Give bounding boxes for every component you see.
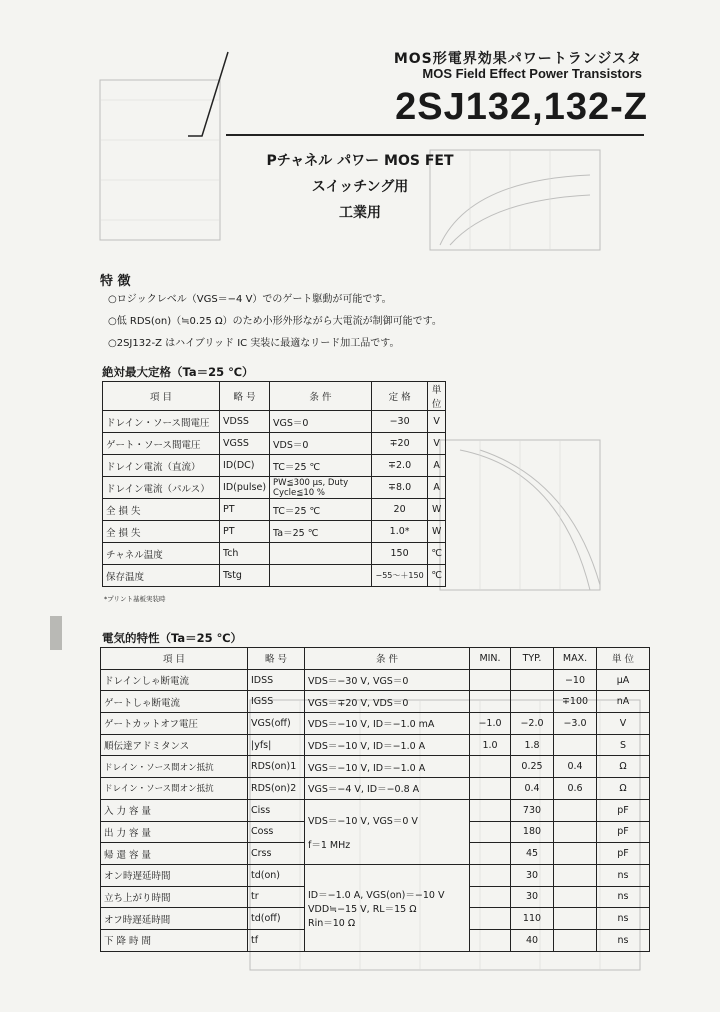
- cell: ns: [597, 908, 650, 930]
- cell: pF: [597, 843, 650, 865]
- table-row: [103, 433, 446, 455]
- cell: 入 力 容 量: [101, 799, 248, 821]
- table-header-row: [103, 382, 446, 411]
- cell: [554, 929, 597, 951]
- header-cell: 項 目: [103, 382, 220, 411]
- cell: 出 力 容 量: [101, 821, 248, 843]
- cell: 保存温度: [103, 565, 220, 587]
- feature-item: ○2SJ132-Z はハイブリッド IC 実装に最適なリード加工品です。: [108, 338, 400, 349]
- cell: ns: [597, 886, 650, 908]
- cell: TC＝25 ℃: [270, 499, 372, 521]
- cell: 730: [511, 799, 554, 821]
- cell: PT: [220, 521, 270, 543]
- cell: [511, 691, 554, 713]
- header-cell: 条 件: [305, 648, 470, 670]
- cell: 全 損 失: [103, 521, 220, 543]
- cell: 0.25: [511, 756, 554, 778]
- cell: W: [428, 521, 446, 543]
- table-row: [101, 756, 650, 778]
- cell: 1.0: [470, 734, 511, 756]
- cell: VDS＝−10 V, ID＝−1.0 A: [305, 734, 470, 756]
- cell: Ta＝25 ℃: [270, 521, 372, 543]
- table-row: [101, 864, 650, 886]
- cell: Ω: [597, 778, 650, 800]
- cell: 順伝達アドミタンス: [101, 734, 248, 756]
- elec-table: [100, 647, 650, 952]
- cell: −2.0: [511, 713, 554, 735]
- subtitle-line1: Pチャネル パワー MOS FET: [266, 153, 454, 169]
- table-row: [101, 778, 650, 800]
- table-row: [101, 669, 650, 691]
- cell: [554, 843, 597, 865]
- cell: VDSS: [220, 411, 270, 433]
- cell: −30: [371, 411, 427, 433]
- cell: 1.0*: [371, 521, 427, 543]
- cell: ドレイン電流（直流）: [103, 455, 220, 477]
- cell: VDS＝−10 V, ID＝−1.0 mA: [305, 713, 470, 735]
- condition-line: ID＝−1.0 A, VGS(on)＝−10 V: [308, 889, 445, 901]
- cell: [554, 886, 597, 908]
- header-slant-line: [188, 50, 232, 140]
- cell: W: [428, 499, 446, 521]
- table-row: [103, 543, 446, 565]
- cell: 1.8: [511, 734, 554, 756]
- condition-line: VDD≒−15 V, RL＝15 Ω: [308, 903, 417, 915]
- cell: Crss: [248, 843, 305, 865]
- cell: td(on): [248, 864, 305, 886]
- cell: ID(pulse): [220, 477, 270, 499]
- cell: A: [428, 477, 446, 499]
- table-row: [101, 734, 650, 756]
- cell: VGS＝0: [270, 411, 372, 433]
- cell: [470, 821, 511, 843]
- cell: [470, 886, 511, 908]
- cell: Coss: [248, 821, 305, 843]
- cell: tf: [248, 929, 305, 951]
- cell: −1.0: [470, 713, 511, 735]
- cell: [511, 669, 554, 691]
- header-cell: 条 件: [270, 382, 372, 411]
- table-row: [101, 691, 650, 713]
- feature-item: ○低 RDS(on)（≒0.25 Ω）のため小形外形ながら大電流が制御可能です。: [108, 316, 442, 327]
- cell: ゲート・ソース間電圧: [103, 433, 220, 455]
- cell: VGS(off): [248, 713, 305, 735]
- cell: VDS＝−30 V, VGS＝0: [305, 669, 470, 691]
- cell: 150: [371, 543, 427, 565]
- cell: [470, 929, 511, 951]
- cell: [554, 864, 597, 886]
- features-title: 特 徴: [100, 274, 131, 289]
- subtitle-line2: スイッチング用: [311, 179, 409, 195]
- cell: 30: [511, 864, 554, 886]
- cell: −10: [554, 669, 597, 691]
- cell: ns: [597, 864, 650, 886]
- header-cell: 略 号: [220, 382, 270, 411]
- cell: [470, 669, 511, 691]
- cell: ∓100: [554, 691, 597, 713]
- cell: −3.0: [554, 713, 597, 735]
- header-cell: 定 格: [371, 382, 427, 411]
- cell: 45: [511, 843, 554, 865]
- cell: 30: [511, 886, 554, 908]
- elec-title: 電気的特性（Ta＝25 ℃）: [102, 631, 243, 645]
- cell: 20: [371, 499, 427, 521]
- feature-item: ○ロジックレベル（VGS＝−4 V）でのゲート駆動が可能です。: [108, 294, 392, 305]
- cell: [270, 565, 372, 587]
- cell: A: [428, 455, 446, 477]
- cell: VDS＝0: [270, 433, 372, 455]
- header-cell: 略 号: [248, 648, 305, 670]
- cell: ゲートしゃ断電流: [101, 691, 248, 713]
- abs-max-note: *プリント基板実装時: [104, 595, 166, 603]
- cell: [470, 864, 511, 886]
- cell: ドレイン・ソース間電圧: [103, 411, 220, 433]
- cell: Tstg: [220, 565, 270, 587]
- cell: ドレイン・ソース間オン抵抗: [101, 778, 248, 800]
- cell: ∓8.0: [371, 477, 427, 499]
- header-jp-title: MOS形電界効果パワートランジスタ: [393, 51, 642, 67]
- cell: [554, 908, 597, 930]
- cell: RDS(on)2: [248, 778, 305, 800]
- cell: −55〜＋150: [371, 565, 427, 587]
- cell: [554, 821, 597, 843]
- condition-line: f＝1 MHz: [308, 839, 351, 851]
- header-cell: 単位: [428, 382, 446, 411]
- cell: ℃: [428, 543, 446, 565]
- cell: [470, 756, 511, 778]
- cell: Tch: [220, 543, 270, 565]
- cell: 110: [511, 908, 554, 930]
- cell: [470, 778, 511, 800]
- table-row: [101, 799, 650, 821]
- cell: 下 降 時 間: [101, 929, 248, 951]
- header-cell: MIN.: [470, 648, 511, 670]
- cell: ドレイン電流（パルス）: [103, 477, 220, 499]
- header-cell: TYP.: [511, 648, 554, 670]
- header-cell: 項 目: [101, 648, 248, 670]
- cell: pF: [597, 821, 650, 843]
- cell: μA: [597, 669, 650, 691]
- cell: VGSS: [220, 433, 270, 455]
- header-cell: 単 位: [597, 648, 650, 670]
- cell: VGS＝∓20 V, VDS＝0: [305, 691, 470, 713]
- condition-line: Rin＝10 Ω: [308, 917, 356, 929]
- table-row: [103, 565, 446, 587]
- part-number: 2SJ132,132-Z: [395, 86, 648, 128]
- margin-tab: [50, 616, 62, 650]
- cell: ns: [597, 929, 650, 951]
- cell: ∓20: [371, 433, 427, 455]
- abs-max-table: [102, 381, 446, 587]
- cell: 0.6: [554, 778, 597, 800]
- header-en-title: MOS Field Effect Power Transistors: [422, 66, 642, 81]
- cell: 全 損 失: [103, 499, 220, 521]
- cell: PT: [220, 499, 270, 521]
- cell: ℃: [428, 565, 446, 587]
- cell: [270, 543, 372, 565]
- capacitance-conditions-cell: [305, 799, 470, 864]
- cell: pF: [597, 799, 650, 821]
- cell: ID(DC): [220, 455, 270, 477]
- cell: PW≦300 μs, Duty Cycle≦10 %: [270, 477, 372, 499]
- cell: nA: [597, 691, 650, 713]
- cell: tr: [248, 886, 305, 908]
- table-row: [103, 455, 446, 477]
- table-row: [103, 477, 446, 499]
- cell: RDS(on)1: [248, 756, 305, 778]
- cell: [470, 691, 511, 713]
- cell: VGS＝−4 V, ID＝−0.8 A: [305, 778, 470, 800]
- cell: Ω: [597, 756, 650, 778]
- cell: Ciss: [248, 799, 305, 821]
- cell: 40: [511, 929, 554, 951]
- cell: 帰 還 容 量: [101, 843, 248, 865]
- header-rule: [226, 134, 644, 136]
- cell: オフ時遅延時間: [101, 908, 248, 930]
- table-row: [103, 521, 446, 543]
- subtitle-line3: 工業用: [339, 205, 381, 221]
- cell: 180: [511, 821, 554, 843]
- cell: [470, 799, 511, 821]
- abs-max-title: 絶対最大定格（Ta＝25 ℃）: [102, 365, 254, 379]
- cell: [470, 908, 511, 930]
- cell: ∓2.0: [371, 455, 427, 477]
- cell: 立ち上がり時間: [101, 886, 248, 908]
- cell: V: [428, 433, 446, 455]
- cell: td(off): [248, 908, 305, 930]
- header-cell: MAX.: [554, 648, 597, 670]
- cell: V: [428, 411, 446, 433]
- cell: |yfs|: [248, 734, 305, 756]
- table-row: [103, 499, 446, 521]
- cell: [554, 799, 597, 821]
- cell: ドレイン・ソース間オン抵抗: [101, 756, 248, 778]
- cell: 0.4: [511, 778, 554, 800]
- table-row: [101, 713, 650, 735]
- switching-conditions-cell: [305, 864, 470, 951]
- condition-line: VDS＝−10 V, VGS＝0 V: [308, 815, 418, 827]
- cell: VGS＝−10 V, ID＝−1.0 A: [305, 756, 470, 778]
- cell: IDSS: [248, 669, 305, 691]
- table-row: [103, 411, 446, 433]
- cell: [470, 843, 511, 865]
- cell: ドレインしゃ断電流: [101, 669, 248, 691]
- cell: ゲートカットオフ電圧: [101, 713, 248, 735]
- cell: チャネル温度: [103, 543, 220, 565]
- cell: [554, 734, 597, 756]
- cell: 0.4: [554, 756, 597, 778]
- cell: V: [597, 713, 650, 735]
- cell: TC＝25 ℃: [270, 455, 372, 477]
- cell: S: [597, 734, 650, 756]
- cell: IGSS: [248, 691, 305, 713]
- cell: オン時遅延時間: [101, 864, 248, 886]
- table-header-row: [101, 648, 650, 670]
